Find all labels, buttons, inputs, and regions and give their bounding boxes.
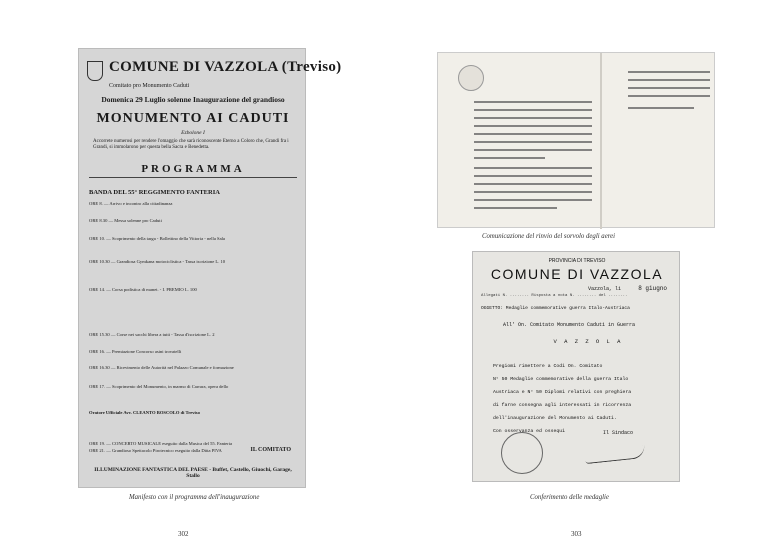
page-number-right: 303: [571, 530, 582, 538]
schedule-row: ORE 15.30 — Corse nei sacchi libera a tutti - Tassa d'iscrizione L. 2: [89, 331, 215, 337]
poster-event: Domenica 29 Luglio solenne Inaugurazione del grandioso: [101, 95, 285, 104]
letter-body-line: Con osservanza ed ossequi: [493, 429, 565, 434]
letter-photo: [437, 52, 715, 228]
schedule-row: ORE 16.30 — Ricevimento delle Autorità nel Palazzo Comunale e formazione: [89, 365, 234, 371]
letter-body-line: Austriaca e N° 50 Diplomi relativi con preghiera: [493, 390, 632, 395]
schedule-row: ORE 16. — Premiazione Concorso asini trovatelli: [89, 348, 182, 354]
poster-intro: Accorrete numerosi per rendere l'omaggio che sarà riconoscente Eterno a Coloro che, Grandi fra i Grandi, si immolarono per questa bella Sacra e Benedetta.: [93, 139, 289, 150]
letter-signatory: Il Sindaco: [603, 430, 634, 436]
letter-subject: OGGETTO: Medaglie commemorative guerra Italo-Austriaca: [481, 306, 630, 311]
schedule-row: ORE 8.30 — Messa solenne pro Caduti: [89, 217, 162, 223]
letter-recipient: All' On. Comitato Monumento Caduti in Guerra: [503, 322, 636, 328]
poster-title: COMUNE DI VAZZOLA (Treviso): [109, 59, 342, 75]
schedule-row: ORE 19. — CONCERTO MUSICALE eseguito dalla Musica del 55. Fanteria: [89, 440, 233, 446]
right-page: [384, 0, 768, 558]
letter-date-label: Vazzola, li: [587, 286, 621, 292]
schedule-row: ORE 17. — Scoprimento del Monumento, in marmo di Carrara, opera dello: [89, 383, 229, 389]
poster-schedule: [89, 201, 299, 454]
letter-body-line: dell'inaugurazione del Monumento ai Caduti.: [493, 416, 617, 421]
letter-place: V A Z Z O L A: [553, 338, 623, 345]
signature-scribble: [584, 445, 645, 464]
letter-text-left: [474, 101, 592, 215]
poster-illumination: ILLUMINAZIONE FANTASTICA DEL PAESE - Buffet, Castello, Giuochi, Garage, Stallo: [94, 467, 292, 479]
schedule-row: Oratore Ufficiale Avv. CLEANTO BOSCOLO di Treviso: [89, 410, 200, 416]
poster-date-line: Ezbolone I: [181, 130, 205, 136]
coat-of-arms-icon: [87, 61, 103, 81]
letter-body-line: Pregiomi rimettere a Codi On. Comitato: [493, 364, 603, 369]
medals-letter-photo: [472, 251, 680, 482]
municipal-seal-icon: [501, 432, 543, 474]
letter-body: [493, 360, 677, 438]
letterhead-seal-icon: [458, 65, 484, 91]
poster-image: [78, 48, 342, 488]
poster-band: BANDA DEL 55° REGGIMENTO FANTERIA: [89, 189, 220, 196]
schedule-row: ORE 10.30 — Grandiosa Gymkana motociclistica - Tassa iscrizione L. 10: [89, 258, 226, 264]
poster-monument: MONUMENTO AI CADUTI: [96, 111, 290, 126]
poster-comitato: IL COMITATO: [250, 447, 291, 453]
page-number-left: 302: [178, 530, 189, 538]
letter-body-line: di farne consegna agli interessati in ricorrenza: [493, 403, 632, 408]
fold-line: [600, 53, 602, 229]
poster-programma-heading: PROGRAMMA: [141, 163, 245, 175]
schedule-row: ORE 8. — Arrivo e incontro alla cittadinanza: [89, 201, 173, 206]
letter-province: PROVINCIA DI TREVISO: [548, 258, 606, 264]
letter-body-line: N° 50 Medaglie commemorative della guerra Italo: [493, 377, 629, 382]
letter-comune: COMUNE DI VAZZOLA: [490, 266, 664, 282]
doc1-caption: Comunicazione del rinvio del sorvolo degli aerei: [482, 233, 616, 240]
schedule-row: ORE 14. — Corsa podistica di manet. - I. PREMIO L. 100: [89, 287, 197, 293]
left-caption: Manifesto con il programma dell'inaugurazione: [129, 494, 260, 501]
schedule-row: ORE 21. — Grandioso Spettacolo Pirotecnico eseguito dalla Ditta PIVA: [89, 447, 222, 453]
letter-text-right: [628, 71, 710, 115]
doc2-caption: Conferimento delle medaglie: [530, 494, 609, 501]
letter-meta: Allegati N. ........ Risposta a nota N. ........ del ........: [481, 294, 628, 298]
poster-divider: [89, 177, 297, 178]
poster-committee: Comitato pro Monumento Caduti: [109, 83, 190, 89]
schedule-row: ORE 10. — Scoprimento della targa - Bollettino della Vittoria - nella Sala: [89, 236, 225, 242]
letter-date-value: 8 giugno: [638, 285, 667, 292]
